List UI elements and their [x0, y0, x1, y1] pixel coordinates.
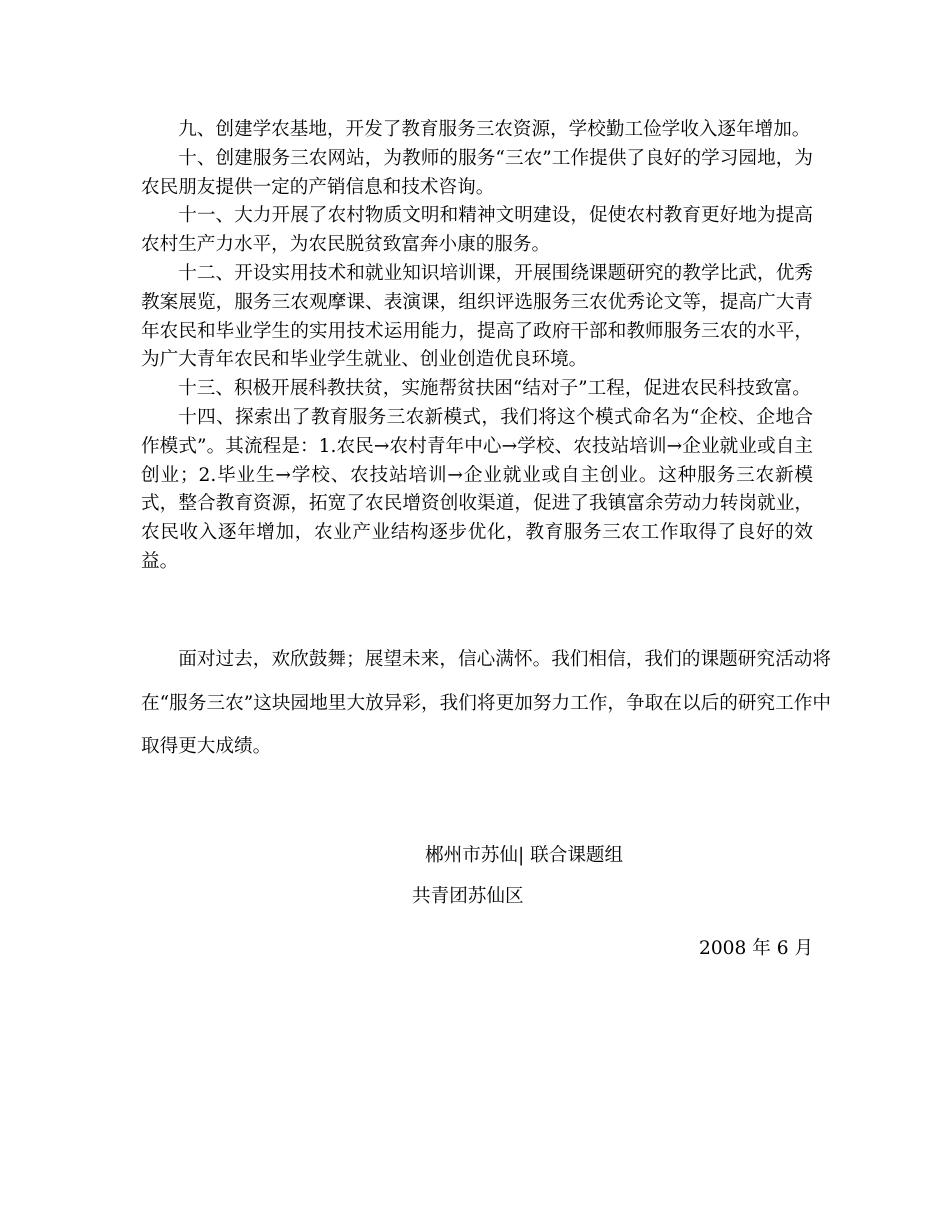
signature-org-line2: 共青团苏仙区: [412, 886, 524, 907]
closing-section: [141, 638, 831, 769]
paragraph-item-14: 十四、探索出了教育服务三农新模式，我们将这个模式命名为“企校、企地合作模式”。其流程是：1.农民→农村青年中心→学校、农技站培训→企业就业或自主创业；2.毕业生→学校、农技站培训→企业就业或自主创业。这种服务三农新模式，整合教育资源，拓宽了农民增资创收渠道，促进了我镇富余劳动力转岗就业，农民收入逐年增加，农业产业结构逐步优化，教育服务三农工作取得了良好的效益。: [141, 406, 813, 572]
paragraph-item-11: 十一、大力开展了农村物质文明和精神文明建设，促使农村教育更好地为提高农村生产力水平，为农民脱贫致富奔小康的服务。: [141, 205, 813, 256]
paragraph-item-9: 九、创建学农基地，开发了教育服务三农资源，学校勤工俭学收入逐年增加。: [178, 119, 811, 140]
signature-org-line1: 郴州市苏仙| 联合课题组: [425, 845, 624, 866]
signature-date: 2008 年 6 月: [699, 938, 814, 959]
paragraph-item-10: 十、创建服务三农网站，为教师的服务“三农”工作提供了良好的学习园地，为农民朋友提供一定的产销信息和技术咨询。: [141, 147, 813, 198]
closing-paragraph: 面对过去，欢欣鼓舞；展望未来，信心满怀。我们相信，我们的课题研究活动将在“服务三农”这块园地里大放异彩，我们将更加努力工作，争取在以后的研究工作中取得更大成绩。: [141, 649, 831, 757]
paragraph-item-12: 十二、开设实用技术和就业知识培训课，开展围绕课题研究的教学比武，优秀教案展览，服务三农观摩课、表演课，组织评选服务三农优秀论文等，提高广大青年农民和毕业学生的实用技术运用能力，提高了政府干部和教师服务三农的水平，为广大青年农民和毕业学生就业、创业创造优良环境。: [141, 262, 813, 371]
paragraph-item-13: 十三、积极开展科教扶贫，实施帮贫扶困“结对子”工程，促进农民科技致富。: [178, 378, 811, 400]
body-text: [141, 116, 813, 577]
